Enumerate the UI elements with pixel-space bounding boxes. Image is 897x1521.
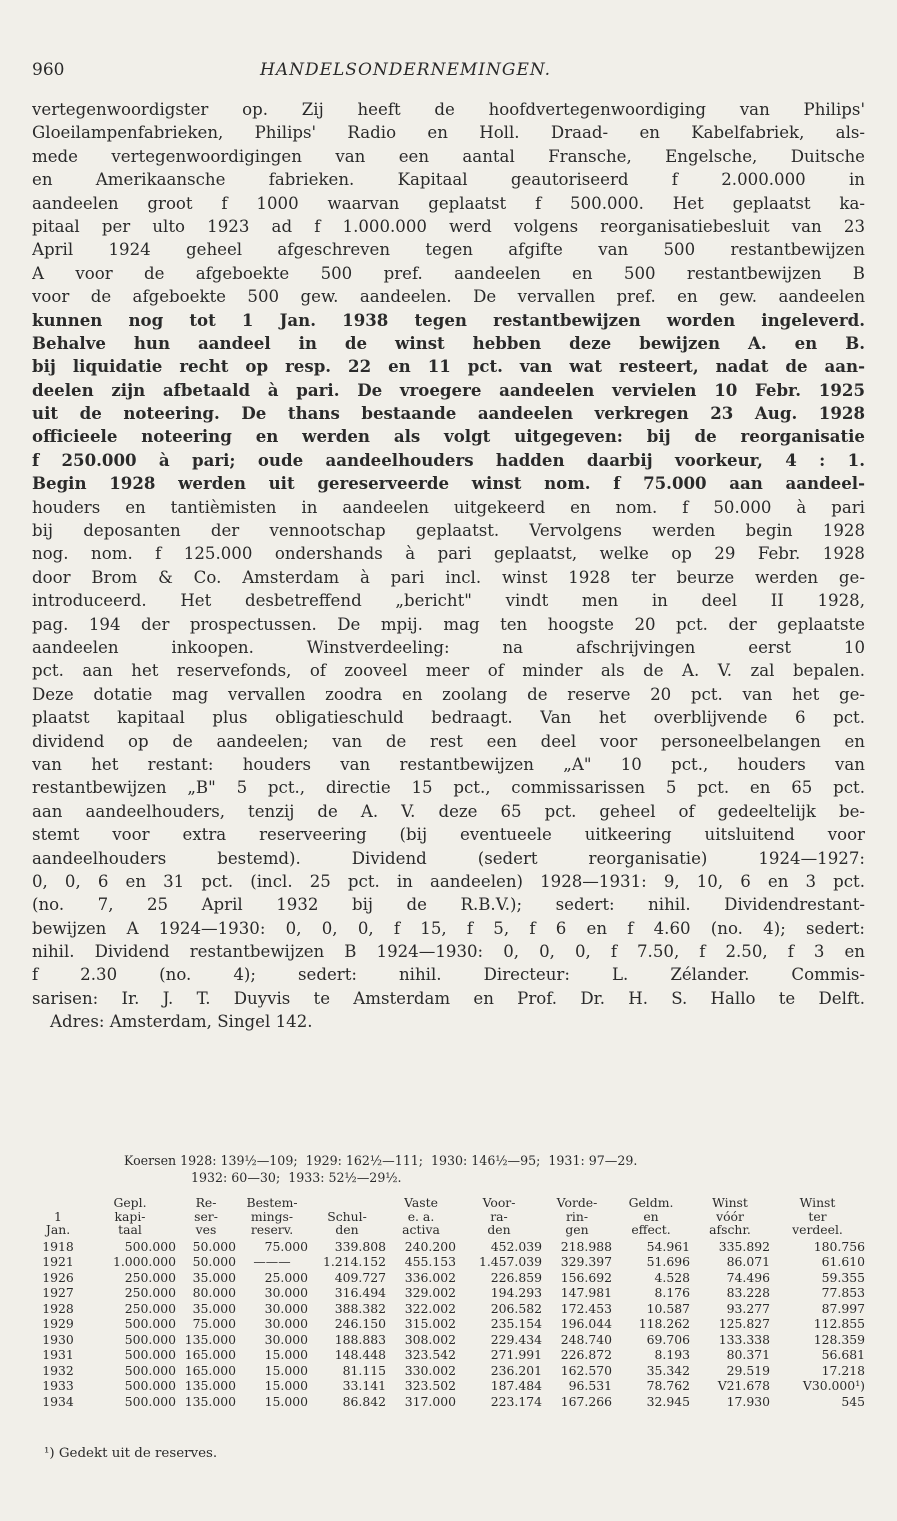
table-cell: 75.000 (192, 1316, 236, 1332)
table-cell: 128.359 (813, 1331, 865, 1347)
text-line: houders en tantièmisten in aandeelen uitgekeerd en nom. f 50.000 à pari (32, 497, 865, 517)
table-cell: 235.154 (490, 1316, 542, 1332)
table-cell: 30.000 (264, 1285, 308, 1301)
koersen-block (124, 1152, 637, 1186)
column-header: en (643, 1208, 659, 1224)
table-cell: 167.266 (560, 1393, 612, 1409)
table-cell: 248.740 (560, 1331, 612, 1347)
text-line: door Brom & Co. Amsterdam à pari incl. winst 1928 ter beurze werden ge- (32, 567, 865, 587)
table-cell: 25.000 (264, 1269, 308, 1285)
table-cell: 33.141 (342, 1378, 386, 1394)
column-header: effect. (631, 1222, 671, 1238)
text-line: f 2.30 (no. 4); sedert: nihil. Directeur: L. Zélander. Commis- (32, 965, 865, 985)
footnote (44, 1446, 217, 1461)
table-cell: 4.528 (654, 1269, 690, 1285)
table-cell: 165.000 (184, 1347, 236, 1363)
table-cell: 1931 (42, 1347, 74, 1363)
column-header: Schul- (327, 1208, 367, 1224)
column-header: ves (195, 1222, 217, 1238)
koersen-line-2: 1932: 60—30; 1933: 52½—29½. (191, 1170, 402, 1185)
table-cell: 336.002 (404, 1269, 456, 1285)
page-header (32, 56, 865, 86)
text-line: 0, 0, 6 en 31 pct. (incl. 25 pct. in aandeelen) 1928—1931: 9, 10, 6 en 3 pct. (32, 871, 865, 891)
table-cell: 455.153 (404, 1254, 456, 1270)
table-cell: 17.930 (726, 1393, 770, 1409)
text-line: Adres: Amsterdam, Singel 142. (50, 1012, 313, 1032)
table-cell: 35.000 (192, 1269, 236, 1285)
text-line: mede vertegenwoordigingen van een aantal Fransche, Engelsche, Duitsche (32, 146, 865, 166)
table-cell: 80.000 (192, 1285, 236, 1301)
table-cell: 118.262 (638, 1316, 690, 1332)
text-line: pitaal per ulto 1923 ad f 1.000.000 werd volgens reorganisatiebesluit van 23 (32, 216, 865, 236)
table-cell: 86.842 (342, 1393, 386, 1409)
table-cell: 240.200 (404, 1238, 456, 1254)
text-line: Behalve hun aandeel in de winst hebben deze bewijzen A. en B. (32, 332, 865, 353)
table-cell: 69.706 (646, 1331, 690, 1347)
table-row (32, 1316, 865, 1332)
table-cell: 500.000 (124, 1347, 176, 1363)
column-header: ra- (490, 1208, 508, 1224)
column-header: gen (565, 1222, 589, 1238)
text-line: plaatst kapitaal plus obligatieschuld bedraagt. Van het overblijvende 6 pct. (32, 708, 865, 728)
column-header: verdeel. (792, 1222, 843, 1238)
text-line: aandeelen inkoopen. Winstverdeeling: na afschrijvingen eerst 10 (32, 637, 865, 657)
table-cell: 246.150 (334, 1316, 386, 1332)
table-cell: 10.587 (646, 1300, 690, 1316)
column-header: e. a. (407, 1208, 435, 1224)
table-cell: 500.000 (124, 1362, 176, 1378)
table-cell: 545 (841, 1393, 865, 1409)
text-line: bij liquidatie recht op resp. 22 en 11 pct. van wat resteert, nadat de aan- (32, 356, 865, 377)
text-line: uit de noteering. De thans bestaande aandeelen verkregen 23 Aug. 1928 (32, 403, 865, 424)
text-line: voor de afgeboekte 500 gew. aandeelen. De vervallen pref. en gew. aandeelen (32, 287, 865, 307)
table-cell: 335.892 (718, 1238, 770, 1254)
table-cell: 32.945 (646, 1393, 690, 1409)
table-cell: 135.000 (184, 1393, 236, 1409)
table-cell: 1926 (42, 1269, 74, 1285)
table-cell: 172.453 (560, 1300, 612, 1316)
table-cell: 250.000 (124, 1285, 176, 1301)
column-header: Voor- (482, 1195, 516, 1210)
column-header: den (487, 1222, 511, 1238)
table-cell: 8.193 (654, 1347, 690, 1363)
text-line: van het restant: houders van restantbewijzen „A" 10 pct., houders van (32, 754, 865, 774)
table-cell: 339.808 (334, 1238, 386, 1254)
table-row (32, 1239, 865, 1255)
table-cell: 308.002 (404, 1331, 456, 1347)
table-cell: 74.496 (726, 1269, 770, 1285)
table-row (32, 1285, 865, 1301)
table-cell: 50.000 (192, 1238, 236, 1254)
table-cell: 452.039 (490, 1238, 542, 1254)
table-cell: V30.000¹) (802, 1378, 865, 1394)
table-cell: 322.002 (404, 1300, 456, 1316)
text-line: en Amerikaansche fabrieken. Kapitaal geautoriseerd f 2.000.000 in (32, 170, 865, 190)
column-header: activa (402, 1222, 440, 1238)
column-header: Vaste (404, 1195, 438, 1210)
header-row (32, 1223, 865, 1239)
text-line: restantbewijzen „B" 5 pct., directie 15 pct., commissarissen 5 pct. en 65 pct. (32, 778, 865, 798)
text-line: nog. nom. f 125.000 ondershands à pari geplaatst, welke op 29 Febr. 1928 (32, 544, 865, 564)
table-body (32, 1239, 865, 1410)
table-cell: 271.991 (490, 1347, 542, 1363)
table-row (32, 1394, 865, 1410)
header-row (32, 1196, 865, 1210)
table-cell: 54.961 (646, 1238, 690, 1254)
footnote-mark: ¹) (44, 1446, 55, 1461)
table-cell: 1933 (42, 1378, 74, 1394)
table-cell: 75.000 (264, 1238, 308, 1254)
table-cell: 162.570 (560, 1362, 612, 1378)
table-cell: 30.000 (264, 1331, 308, 1347)
table-cell: 1927 (42, 1285, 74, 1301)
table-cell: 500.000 (124, 1393, 176, 1409)
text-line: (no. 7, 25 April 1932 bij de R.B.V.); sedert: nihil. Dividendrestant- (32, 895, 865, 915)
table-cell: 317.000 (404, 1393, 456, 1409)
running-title: HANDELSONDERNEMINGEN. (260, 60, 552, 80)
table-cell: 93.277 (726, 1300, 770, 1316)
table-cell: 86.071 (726, 1254, 770, 1270)
table-cell: 315.002 (404, 1316, 456, 1332)
table-cell: 500.000 (124, 1238, 176, 1254)
table-cell: 15.000 (264, 1393, 308, 1409)
table-cell: 218.988 (560, 1238, 612, 1254)
column-header: Bestem- (246, 1195, 298, 1210)
column-header: Re- (195, 1195, 217, 1210)
table-cell: 316.494 (334, 1285, 386, 1301)
table-cell: 83.228 (726, 1285, 770, 1301)
table-cell: 329.397 (560, 1254, 612, 1270)
table-cell: 35.000 (192, 1300, 236, 1316)
table-cell: 1.000.000 (112, 1254, 176, 1270)
table-cell: 81.115 (342, 1362, 386, 1378)
column-header: taal (118, 1222, 142, 1238)
table-cell: 236.201 (490, 1362, 542, 1378)
column-header: Vorde- (556, 1195, 598, 1210)
table-cell: 180.756 (813, 1238, 865, 1254)
column-header: kapi- (114, 1208, 146, 1224)
table-cell: 125.827 (718, 1316, 770, 1332)
text-line: sarisen: Ir. J. T. Duyvis te Amsterdam en Prof. Dr. H. S. Hallo te Delft. (32, 988, 865, 1008)
financial-table (32, 1196, 865, 1409)
column-header: reserv. (250, 1222, 294, 1238)
text-line: kunnen nog tot 1 Jan. 1938 tegen restantbewijzen worden ingeleverd. (32, 309, 865, 330)
table-cell: 388.382 (334, 1300, 386, 1316)
table-cell: 133.338 (718, 1331, 770, 1347)
body-text (32, 98, 865, 1034)
column-header: mings- (250, 1208, 294, 1224)
column-header: ter (808, 1208, 827, 1224)
table-cell: 500.000 (124, 1316, 176, 1332)
table-cell: 1930 (42, 1331, 74, 1347)
table-cell: 323.502 (404, 1378, 456, 1394)
table-cell: 96.531 (568, 1378, 612, 1394)
column-header: ser- (194, 1208, 218, 1224)
table-cell: 30.000 (264, 1300, 308, 1316)
text-line: Gloeilampenfabrieken, Philips' Radio en Holl. Draad- en Kabelfabriek, als- (32, 123, 865, 143)
table-cell: 156.692 (560, 1269, 612, 1285)
table-cell: 135.000 (184, 1331, 236, 1347)
table-cell: 112.855 (813, 1316, 865, 1332)
table-cell: 17.218 (821, 1362, 865, 1378)
table-row (32, 1378, 865, 1394)
table-cell: 1.214.152 (322, 1254, 386, 1270)
header-row (32, 1210, 865, 1224)
table-cell: 148.448 (334, 1347, 386, 1363)
table-cell: 187.484 (490, 1378, 542, 1394)
table-cell: 15.000 (264, 1378, 308, 1394)
table-row (32, 1254, 865, 1270)
table-cell: 330.002 (404, 1362, 456, 1378)
table-cell: 223.174 (490, 1393, 542, 1409)
column-header: rin- (565, 1208, 589, 1224)
footnote-text: Gedekt uit de reserves. (58, 1446, 218, 1461)
text-line: stemt voor extra reserveering (bij eventueele uitkeering uitsluitend voor (32, 825, 865, 845)
column-header: 1 (54, 1208, 62, 1224)
column-header: Gepl. (113, 1195, 147, 1210)
table-cell: 329.002 (404, 1285, 456, 1301)
table-cell: 323.542 (404, 1347, 456, 1363)
table-cell: 229.434 (490, 1331, 542, 1347)
table-cell: 500.000 (124, 1378, 176, 1394)
table-row (32, 1363, 865, 1379)
column-header: vóór (716, 1208, 744, 1224)
koersen-line-1: Koersen 1928: 139½—109; 1929: 162½—111; 1930: 146½—95; 1931: 97—29. (124, 1153, 638, 1168)
text-line: officieele noteering en werden als volgt uitgegeven: bij de reorganisatie (32, 426, 865, 447)
table-cell: 50.000 (192, 1254, 236, 1270)
table-header (32, 1196, 865, 1239)
page-number: 960 (32, 60, 65, 80)
table-cell: 59.355 (821, 1269, 865, 1285)
table-cell: 135.000 (184, 1378, 236, 1394)
text-line: bij deposanten der vennootschap geplaatst. Vervolgens werden begin 1928 (32, 521, 865, 541)
table-cell: 35.342 (646, 1362, 690, 1378)
table-cell: 15.000 (264, 1362, 308, 1378)
table-cell: 1.457.039 (478, 1254, 542, 1270)
text-line: deelen zijn afbetaald à pari. De vroegere aandeelen vervielen 10 Febr. 1925 (32, 379, 865, 400)
table-cell: 206.582 (490, 1300, 542, 1316)
text-line: April 1924 geheel afgeschreven tegen afgifte van 500 restantbewijzen (32, 240, 865, 260)
text-line: A voor de afgeboekte 500 pref. aandeelen en 500 restantbewijzen B (32, 263, 865, 283)
text-line: introduceerd. Het desbetreffend „bericht" vindt men in deel II 1928, (32, 591, 865, 611)
table-cell: 30.000 (264, 1316, 308, 1332)
text-line: Begin 1928 werden uit gereserveerde winst nom. f 75.000 aan aandeel- (32, 473, 865, 494)
table-row (32, 1332, 865, 1348)
text-line: f 250.000 à pari; oude aandeelhouders hadden daarbij voorkeur, 4 : 1. (32, 449, 865, 470)
table-cell: 250.000 (124, 1269, 176, 1285)
table-cell: 226.872 (560, 1347, 612, 1363)
table-row (32, 1301, 865, 1317)
table-cell: 1932 (42, 1362, 74, 1378)
column-header: Jan. (45, 1222, 71, 1238)
text-line: pag. 194 der prospectussen. De mpij. mag ten hoogste 20 pct. der geplaatste (32, 614, 865, 634)
table-cell: 78.762 (646, 1378, 690, 1394)
column-header: den (335, 1222, 359, 1238)
table-cell: 1929 (42, 1316, 74, 1332)
table-cell: 56.681 (821, 1347, 865, 1363)
text-line: dividend op de aandeelen; van de rest een deel voor personeelbelangen en (32, 731, 865, 751)
table-cell: 51.696 (646, 1254, 690, 1270)
table-cell: ——— (253, 1254, 291, 1270)
text-line: nihil. Dividend restantbewijzen B 1924—1930: 0, 0, 0, f 7.50, f 2.50, f 3 en (32, 942, 865, 962)
table-cell: 147.981 (560, 1285, 612, 1301)
table-cell: 226.859 (490, 1269, 542, 1285)
text-line: aandeelen groot f 1000 waarvan geplaatst f 500.000. Het geplaatst ka- (32, 193, 865, 213)
table-cell: 87.997 (821, 1300, 865, 1316)
table-row (32, 1270, 865, 1286)
table-row (32, 1347, 865, 1363)
table-cell: 15.000 (264, 1347, 308, 1363)
table-cell: 1928 (42, 1300, 74, 1316)
table-cell: 250.000 (124, 1300, 176, 1316)
text-line: vertegenwoordigster op. Zij heeft de hoofdvertegenwoordiging van Philips' (32, 100, 865, 119)
column-header (32, 1196, 84, 1210)
table-cell: 500.000 (124, 1331, 176, 1347)
table-cell: 1918 (42, 1238, 74, 1254)
text-line: aan aandeelhouders, tenzij de A. V. deze 65 pct. geheel of gedeeltelijk be- (32, 801, 865, 821)
table-cell: V21.678 (717, 1378, 770, 1394)
table-cell: 165.000 (184, 1362, 236, 1378)
column-header (308, 1196, 386, 1210)
table-cell: 194.293 (490, 1285, 542, 1301)
table-cell: 80.371 (726, 1347, 770, 1363)
text-line: Deze dotatie mag vervallen zoodra en zoolang de reserve 20 pct. van het ge- (32, 684, 865, 704)
table-cell: 61.610 (821, 1254, 865, 1270)
table-cell: 188.883 (334, 1331, 386, 1347)
column-header: Winst (799, 1195, 836, 1210)
column-header: Geldm. (628, 1195, 674, 1210)
table-cell: 409.727 (334, 1269, 386, 1285)
text-line: aandeelhouders bestemd). Dividend (sedert reorganisatie) 1924—1927: (32, 848, 865, 868)
table-cell: 77.853 (821, 1285, 865, 1301)
column-header: Winst (712, 1195, 748, 1210)
column-header: afschr. (709, 1222, 751, 1238)
table-cell: 1934 (42, 1393, 74, 1409)
table-cell: 196.044 (560, 1316, 612, 1332)
table-cell: 1921 (42, 1254, 74, 1270)
table-cell: 29.519 (726, 1362, 770, 1378)
text-line: bewijzen A 1924—1930: 0, 0, 0, f 15, f 5, f 6 en f 4.60 (no. 4); sedert: (32, 918, 865, 938)
table-cell: 8.176 (654, 1285, 690, 1301)
text-line: pct. aan het reservefonds, of zooveel meer of minder als de A. V. zal bepalen. (32, 661, 865, 681)
